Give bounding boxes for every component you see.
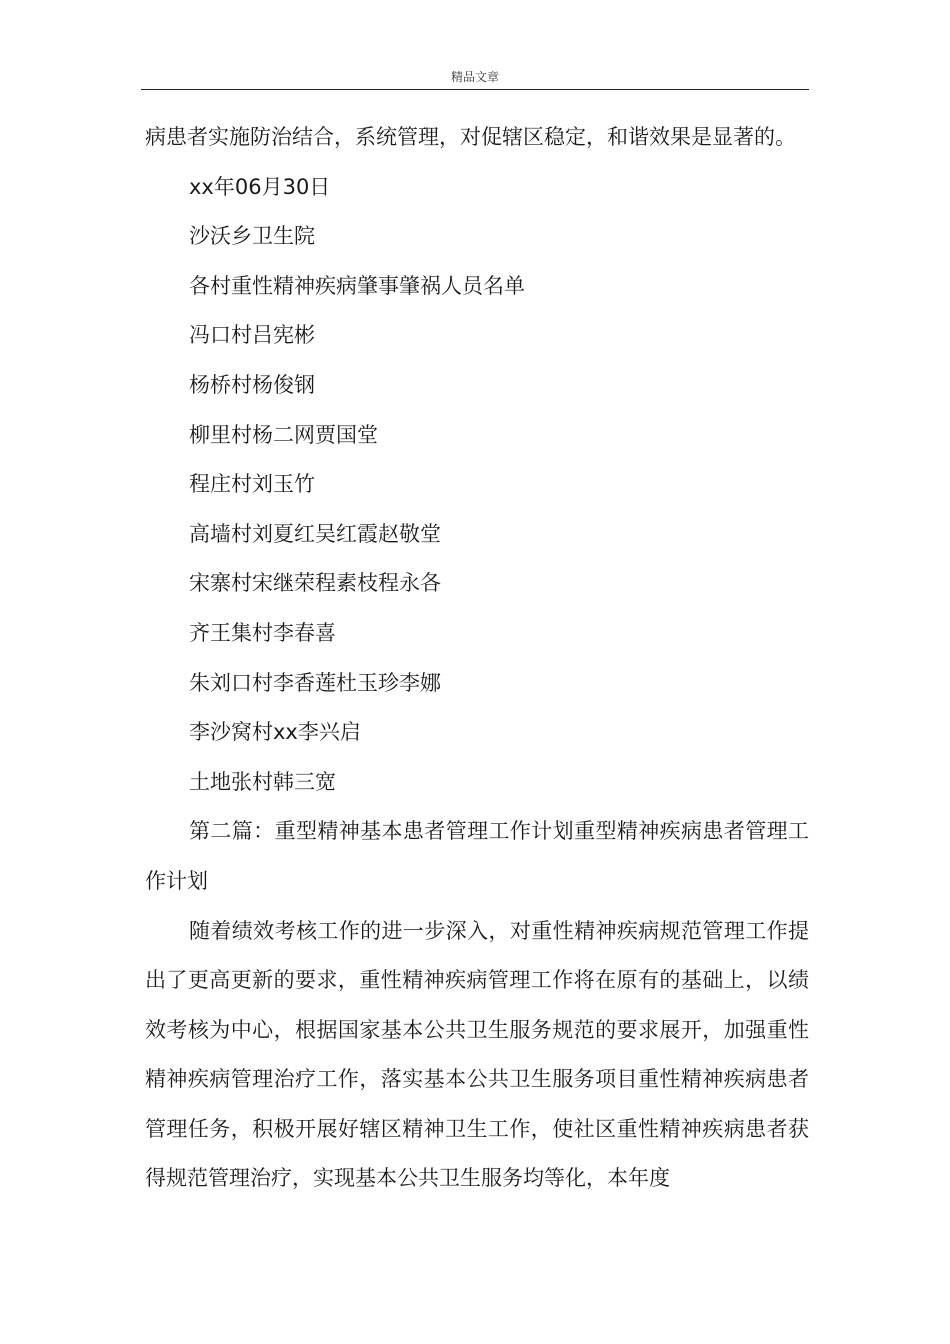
village-entry: 高墙村刘夏红吴红霞赵敬堂 bbox=[189, 521, 441, 546]
document-date: xx年06月30日 bbox=[189, 174, 331, 199]
section-title: 第二篇：重型精神基本患者管理工作计划重型精神疾病患者管理工作计划 bbox=[145, 819, 809, 893]
continuation-text: 病患者实施防治结合，系统管理，对促辖区稳定，和谐效果是显著的。 bbox=[145, 125, 796, 149]
village-entry: 冯口村吕宪彬 bbox=[189, 323, 315, 348]
village-entry: 柳里村杨二网贾国堂 bbox=[189, 422, 378, 447]
village-entry: 土地张村韩三宽 bbox=[189, 769, 336, 794]
list-title: 各村重性精神疾病肇事肇祸人员名单 bbox=[189, 273, 525, 298]
village-entry: 齐王集村李春喜 bbox=[189, 620, 336, 645]
village-entry: 程庄村刘玉竹 bbox=[189, 472, 315, 497]
body-paragraph: 随着绩效考核工作的进一步深入，对重性精神疾病规范管理工作提出了更高更新的要求，重性精神疾病管理工作将在原有的基础上，以绩效考核为中心，根据国家基本公共卫生服务规范的要求展开，加强重性精神疾病管理治疗工作，落实基本公共卫生服务项目重性精神疾病患者管理任务，积极开展好辖区精神卫生工作，使社区重性精神疾病患者获得规范管理治疗，实现基本公共卫生服务均等化，本年度 bbox=[145, 918, 809, 1191]
village-entry: 朱刘口村李香莲杜玉珍李娜 bbox=[189, 670, 441, 695]
document-body bbox=[145, 113, 809, 1204]
page-header bbox=[141, 70, 809, 90]
header-title: 精品文章 bbox=[450, 70, 499, 84]
village-entry: 李沙窝村xx李兴启 bbox=[189, 720, 361, 745]
organization-name: 沙沃乡卫生院 bbox=[189, 224, 315, 249]
village-entry: 杨桥村杨俊钢 bbox=[189, 372, 315, 397]
village-entry: 宋寨村宋继荣程素枝程永各 bbox=[189, 571, 441, 596]
